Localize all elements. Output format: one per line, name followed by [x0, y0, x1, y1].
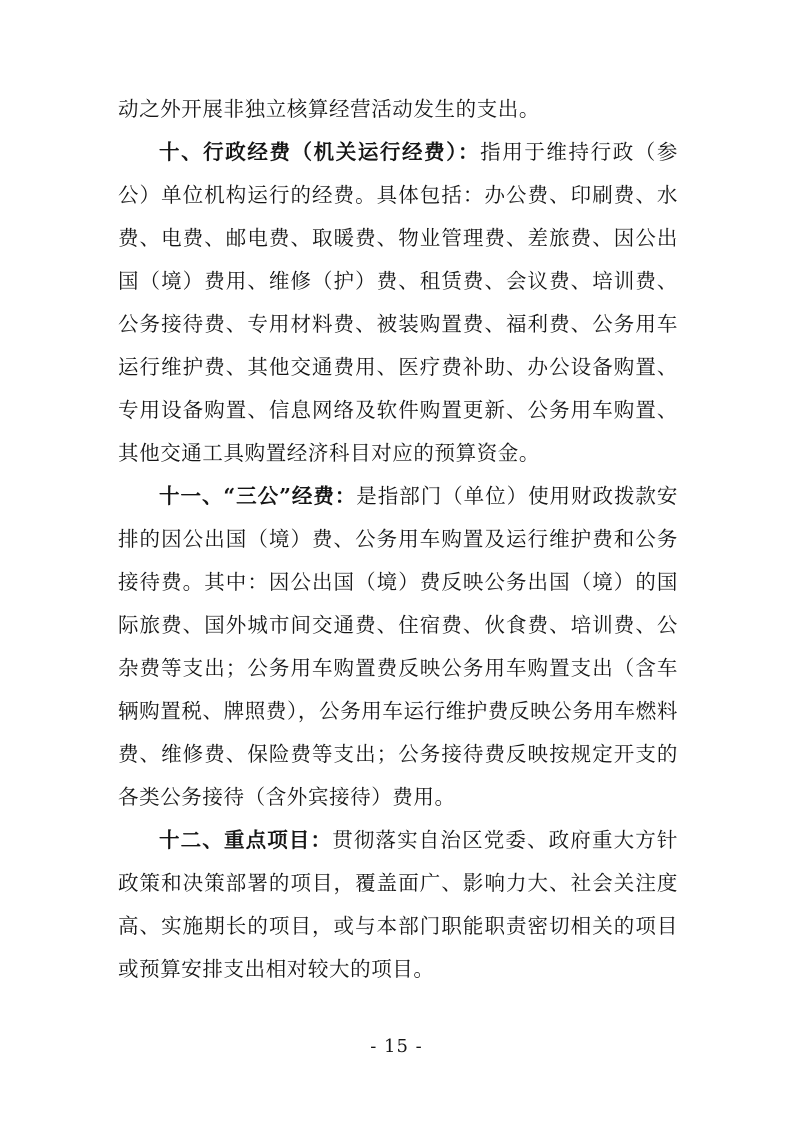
- paragraph-item-10: [118, 131, 678, 475]
- paragraph-continuation: [118, 88, 678, 131]
- paragraph-lead-10: 十、行政经费（机关运行经费）：: [159, 140, 481, 164]
- paragraph-text-12: 贯彻落实自治区党委、政府重大方针政策和决策部署的项目，覆盖面广、影响力大、社会关注度高、实施期长的项目，或与本部门职能职责密切相关的项目或预算安排支出相对较大的项目。: [118, 828, 678, 981]
- paragraph-text-11: 是指部门（单位）使用财政拨款安排的因公出国（境）费、公务用车购置及运行维护费和公务接待费。其中：因公出国（境）费反映公务出国（境）的国际旅费、国外城市间交通费、住宿费、伙食费、培训费、公杂费等支出；公务用车购置费反映公务用车购置支出（含车辆购置税、牌照费），公务用车运行维护费反映公务用车燃料费、维修费、保险费等支出；公务接待费反映按规定开支的各类公务接待（含外宾接待）费用。: [118, 484, 678, 809]
- page-number: - 15 -: [370, 1036, 423, 1057]
- paragraph-text: 动之外开展非独立核算经营活动发生的支出。: [118, 97, 540, 121]
- paragraph-item-12: [118, 819, 678, 991]
- paragraph-lead-11: 十一、“三公”经费：: [159, 484, 357, 508]
- document-body: [118, 88, 678, 991]
- paragraph-lead-12: 十二、重点项目：: [159, 828, 333, 852]
- paragraph-item-11: [118, 475, 678, 819]
- paragraph-text-10: 指用于维持行政（参公）单位机构运行的经费。具体包括：办公费、印刷费、水费、电费、邮电费、取暖费、物业管理费、差旅费、因公出国（境）费用、维修（护）费、租赁费、会议费、培训费、公务接待费、专用材料费、被装购置费、福利费、公务用车运行维护费、其他交通费用、医疗费补助、办公设备购置、专用设备购置、信息网络及软件购置更新、公务用车购置、其他交通工具购置经济科目对应的预算资金。: [118, 140, 679, 465]
